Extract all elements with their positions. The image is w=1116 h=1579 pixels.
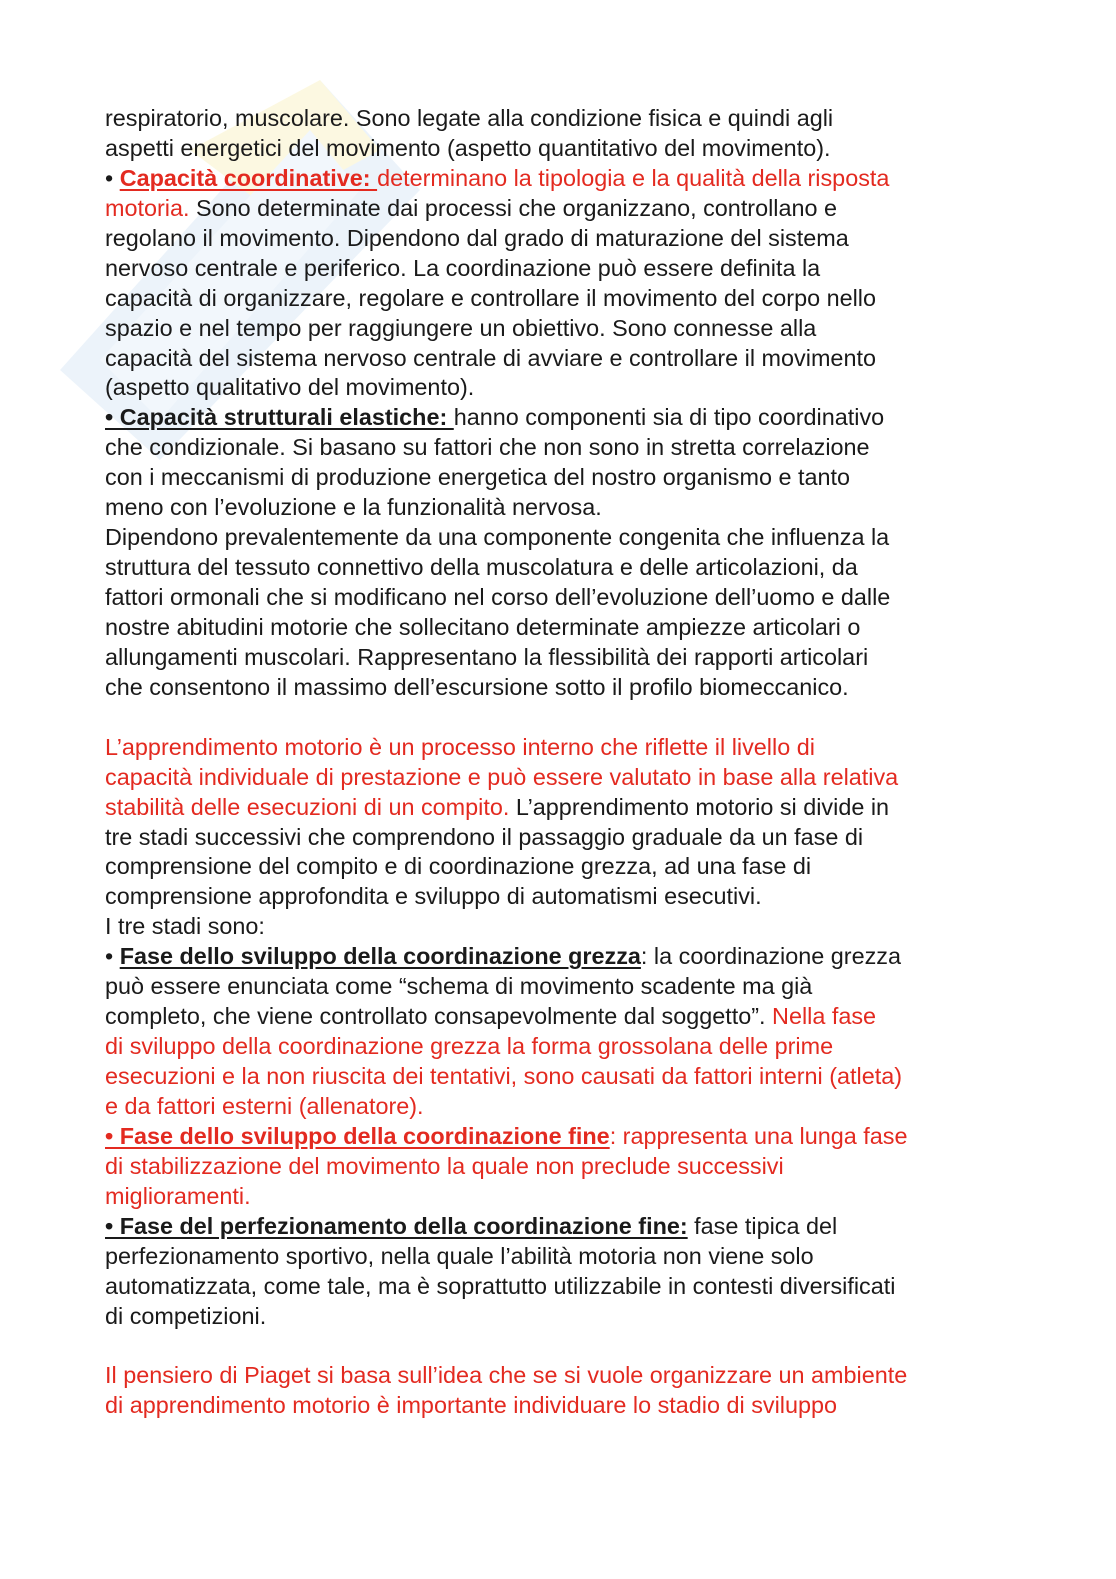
text-run: perfezionamento sportivo, nella quale l’abilità motoria non viene solo bbox=[105, 1242, 814, 1269]
heading-run: • Fase del perfezionamento della coordinazione fine: bbox=[105, 1212, 688, 1239]
text-run: regolano il movimento. Dipendono dal grado di maturazione del sistema bbox=[105, 224, 849, 251]
text-line bbox=[105, 823, 1065, 853]
text-line bbox=[105, 583, 1065, 613]
text-run: fattori ormonali che si modificano nel corso dell’evoluzione dell’uomo e dalle bbox=[105, 584, 891, 610]
text-line bbox=[105, 433, 1065, 463]
text-run: struttura del tessuto connettivo della muscolatura e delle articolazioni, da bbox=[105, 554, 858, 581]
text-line bbox=[105, 613, 1065, 643]
text-run: completo, che viene controllato consapevolmente dal soggetto”. bbox=[105, 1003, 773, 1030]
text-line bbox=[105, 942, 1065, 972]
text-line bbox=[105, 1242, 1065, 1272]
highlight-run: determinano la tipologia e la qualità della risposta bbox=[377, 164, 890, 191]
text-line bbox=[105, 373, 1065, 403]
text-line bbox=[105, 1182, 1065, 1212]
blank-line bbox=[105, 1331, 1065, 1361]
heading-run: • Capacità strutturali elastiche: bbox=[105, 404, 454, 431]
highlight-run: : rappresenta una lunga fase bbox=[609, 1122, 908, 1149]
text-line bbox=[105, 344, 1065, 374]
text-run: L’apprendimento motorio si divide in bbox=[509, 793, 890, 820]
highlight-run: di sviluppo della coordinazione grezza la forma grossolana delle prime bbox=[105, 1033, 834, 1060]
text-run: che consentono il massimo dell’escursione sotto il profilo biomeccanico. bbox=[105, 673, 849, 700]
highlight-run: L’apprendimento motorio è un processo interno che riflette il livello di bbox=[105, 733, 815, 760]
document-page bbox=[105, 104, 1065, 1421]
text-run: comprensione approfondita e sviluppo di automatismi esecutivi. bbox=[105, 883, 762, 910]
highlight-run: e da fattori esterni (allenatore). bbox=[105, 1092, 424, 1119]
text-line bbox=[105, 1152, 1065, 1182]
text-line bbox=[105, 194, 1065, 224]
text-run: Dipendono prevalentemente da una componente congenita che influenza la bbox=[105, 524, 890, 551]
text-line bbox=[105, 673, 1065, 703]
text-run: meno con l’evoluzione e la funzionalità nervosa. bbox=[105, 494, 602, 521]
text-run: I tre stadi sono: bbox=[105, 913, 265, 940]
text-line bbox=[105, 104, 1065, 134]
text-line bbox=[105, 284, 1065, 314]
text-line bbox=[105, 1212, 1065, 1242]
text-line bbox=[105, 403, 1065, 433]
text-run: • bbox=[105, 943, 120, 970]
text-run: : la coordinazione grezza bbox=[640, 943, 901, 970]
text-run: aspetti energetici del movimento (aspetto quantitativo del movimento). bbox=[105, 134, 831, 161]
text-run: con i meccanismi di produzione energetica del nostro organismo e tanto bbox=[105, 464, 851, 491]
text-line bbox=[105, 254, 1065, 284]
highlight-run: stabilità delle esecuzioni di un compito. bbox=[105, 793, 510, 820]
text-line bbox=[105, 1062, 1065, 1092]
text-line bbox=[105, 852, 1065, 882]
text-line bbox=[105, 793, 1065, 823]
text-run: comprensione del compito e di coordinazione grezza, ad una fase di bbox=[105, 853, 812, 880]
text-line bbox=[105, 1272, 1065, 1302]
highlight-run: motoria. bbox=[105, 194, 190, 221]
text-line bbox=[105, 314, 1065, 344]
text-line bbox=[105, 463, 1065, 493]
text-run: nostre abitudini motorie che sollecitano determinate ampiezze articolari o bbox=[105, 613, 861, 640]
heading-run: Fase dello sviluppo della coordinazione grezza bbox=[119, 943, 641, 970]
text-line bbox=[105, 972, 1065, 1002]
text-line bbox=[105, 1122, 1065, 1152]
text-run: spazio e nel tempo per raggiungere un obiettivo. Sono connesse alla bbox=[105, 314, 817, 341]
highlight-run: capacità individuale di prestazione e può essere valutato in base alla relativa bbox=[105, 763, 899, 790]
text-line bbox=[105, 224, 1065, 254]
text-run: (aspetto qualitativo del movimento). bbox=[105, 374, 475, 401]
highlight-run: Nella fase bbox=[772, 1003, 877, 1030]
text-run: Sono determinate dai processi che organizzano, controllano e bbox=[189, 194, 838, 221]
text-line bbox=[105, 912, 1065, 942]
text-line bbox=[105, 1092, 1065, 1122]
text-line bbox=[105, 882, 1065, 912]
text-line bbox=[105, 553, 1065, 583]
text-line bbox=[105, 1391, 1065, 1421]
text-line bbox=[105, 763, 1065, 793]
text-run: può essere enunciata come “schema di movimento scadente ma già bbox=[105, 973, 813, 1000]
text-run: tre stadi successivi che comprendono il passaggio graduale da un fase di bbox=[105, 823, 864, 850]
highlight-run: di apprendimento motorio è importante individuare lo stadio di sviluppo bbox=[105, 1392, 838, 1419]
text-run: di competizioni. bbox=[105, 1302, 267, 1329]
text-line bbox=[105, 134, 1065, 164]
heading-run: Capacità coordinative: bbox=[119, 164, 378, 191]
text-run: allungamenti muscolari. Rappresentano la flessibilità dei rapporti articolari bbox=[105, 643, 869, 670]
text-run: capacità del sistema nervoso centrale di avviare e controllare il movimento bbox=[105, 344, 876, 371]
text-run: • bbox=[105, 164, 120, 191]
text-line bbox=[105, 164, 1065, 194]
highlight-run: di stabilizzazione del movimento la quale non preclude successivi bbox=[105, 1152, 784, 1179]
text-line bbox=[105, 523, 1065, 553]
text-line bbox=[105, 1002, 1065, 1032]
text-line bbox=[105, 1361, 1065, 1391]
heading-run: • Fase dello sviluppo della coordinazione fine bbox=[105, 1122, 610, 1149]
text-line bbox=[105, 733, 1065, 763]
text-line bbox=[105, 1302, 1065, 1332]
text-run: respiratorio, muscolare. Sono legate alla condizione fisica e quindi agli bbox=[105, 105, 834, 131]
text-run: che condizionale. Si basano su fattori che non sono in stretta correlazione bbox=[105, 434, 870, 461]
highlight-run: miglioramenti. bbox=[105, 1182, 251, 1209]
text-run: capacità di organizzare, regolare e controllare il movimento del corpo nello bbox=[105, 284, 877, 311]
text-run: automatizzata, come tale, ma è soprattutto utilizzabile in contesti diversificati bbox=[105, 1272, 896, 1299]
text-run: fase tipica del bbox=[687, 1212, 838, 1239]
text-line bbox=[105, 643, 1065, 673]
text-run: hanno componenti sia di tipo coordinativo bbox=[453, 404, 885, 431]
text-line bbox=[105, 493, 1065, 523]
text-line bbox=[105, 1032, 1065, 1062]
blank-line bbox=[105, 703, 1065, 733]
text-run: nervoso centrale e periferico. La coordinazione può essere definita la bbox=[105, 254, 821, 281]
highlight-run: esecuzioni e la non riuscita dei tentativi, sono causati da fattori interni (atleta) bbox=[105, 1063, 903, 1089]
highlight-run: Il pensiero di Piaget si basa sull’idea che se si vuole organizzare un ambiente bbox=[105, 1362, 908, 1389]
